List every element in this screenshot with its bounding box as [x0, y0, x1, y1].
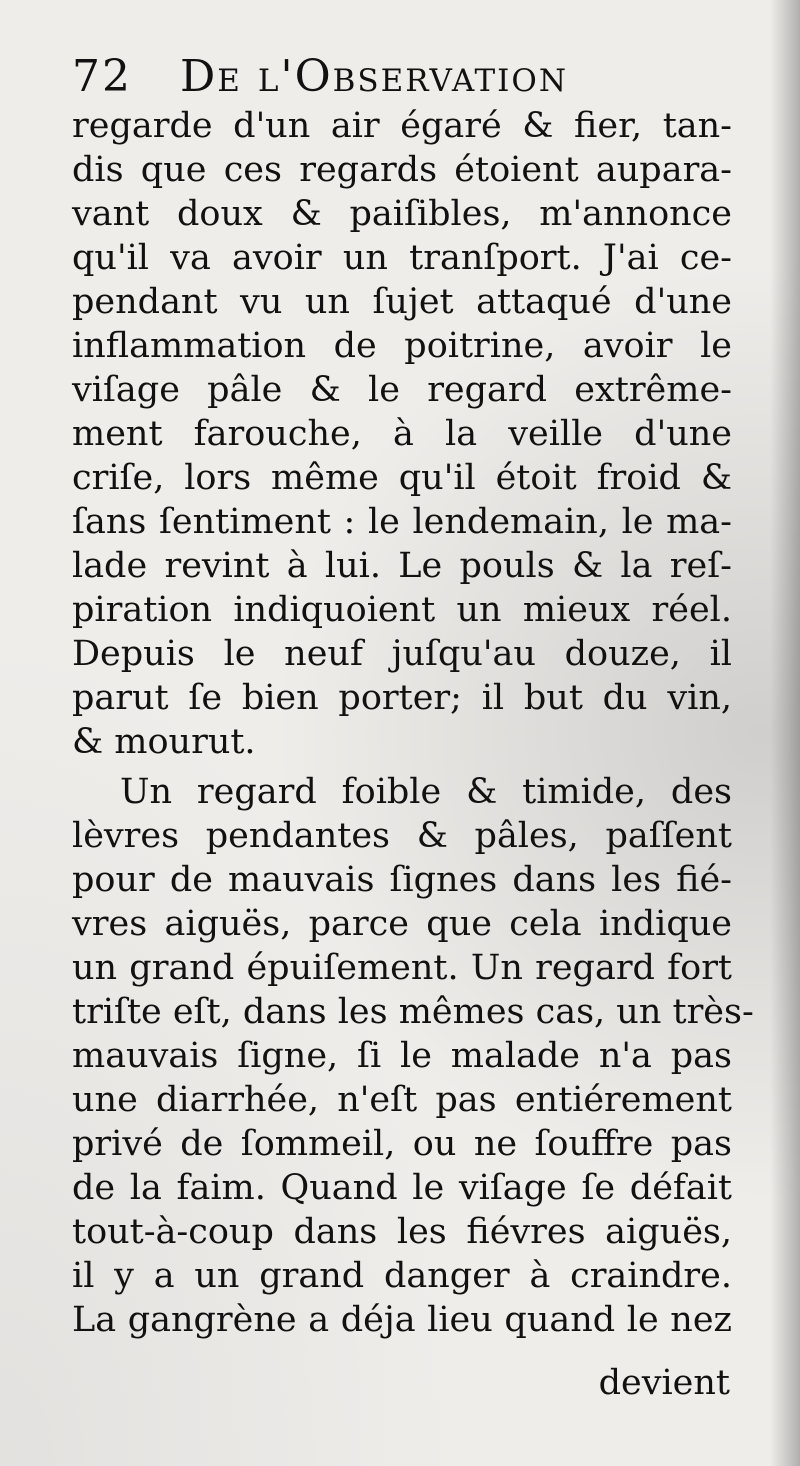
- text-line: vres aiguës, parce que cela indique: [72, 904, 732, 944]
- text-line: criſe, lors même qu'il étoit froid &: [72, 458, 732, 498]
- running-head: De l'Observation: [180, 51, 568, 102]
- text-line: triſte eſt, dans les mêmes cas, un très-: [72, 992, 754, 1032]
- page-header: [72, 50, 712, 104]
- text-line: ſans ſentiment : le lendemain, le ma-: [72, 502, 732, 542]
- text-line: mauvais ſigne, ſi le malade n'a pas: [72, 1036, 732, 1076]
- text-line: lade revint à lui. Le pouls & la reſ-: [72, 546, 732, 586]
- text-line: inflammation de poitrine, avoir le: [72, 326, 732, 366]
- text-line: qu'il va avoir un tranſport. J'ai ce-: [72, 238, 732, 278]
- text-line: tout-à-coup dans les fiévres aiguës,: [72, 1212, 732, 1252]
- page-number: 72: [72, 51, 132, 102]
- text-line: vant doux & paiſibles, m'annonce: [72, 194, 732, 234]
- text-line: piration indiquoient un mieux réel.: [72, 590, 732, 630]
- text-line: un grand épuiſement. Un regard fort: [72, 948, 732, 988]
- text-line: de la faim. Quand le viſage ſe défait: [72, 1168, 732, 1208]
- text-line: lèvres pendantes & pâles, paſſent: [72, 816, 732, 856]
- text-line: parut ſe bien porter; il but du vin,: [72, 678, 732, 718]
- text-line: pendant vu un ſujet attaqué d'une: [72, 282, 732, 322]
- catchword: devient: [598, 1363, 730, 1403]
- text-line: & mourut.: [72, 722, 256, 762]
- text-line: ment farouche, à la veille d'une: [72, 414, 732, 454]
- text-line: Depuis le neuf juſqu'au douze, il: [72, 634, 732, 674]
- body-text: [72, 104, 754, 1342]
- text-line: regarde d'un air égaré & fier, tan-: [72, 106, 732, 146]
- text-line: privé de ſommeil, ou ne ſouffre pas: [72, 1124, 732, 1164]
- text-line: La gangrène a déja lieu quand le nez: [72, 1300, 732, 1340]
- text-line: dis que ces regards étoient aupara-: [72, 150, 732, 190]
- text-line: une diarrhée, n'eſt pas entiérement: [72, 1080, 732, 1120]
- page-gutter-shadow: [770, 0, 800, 1466]
- text-line: viſage pâle & le regard extrême-: [72, 370, 732, 410]
- text-line: pour de mauvais ſignes dans les fié-: [72, 860, 732, 900]
- text-line: il y a un grand danger à craindre.: [72, 1256, 732, 1296]
- text-line: Un regard foible & timide, des: [120, 772, 732, 812]
